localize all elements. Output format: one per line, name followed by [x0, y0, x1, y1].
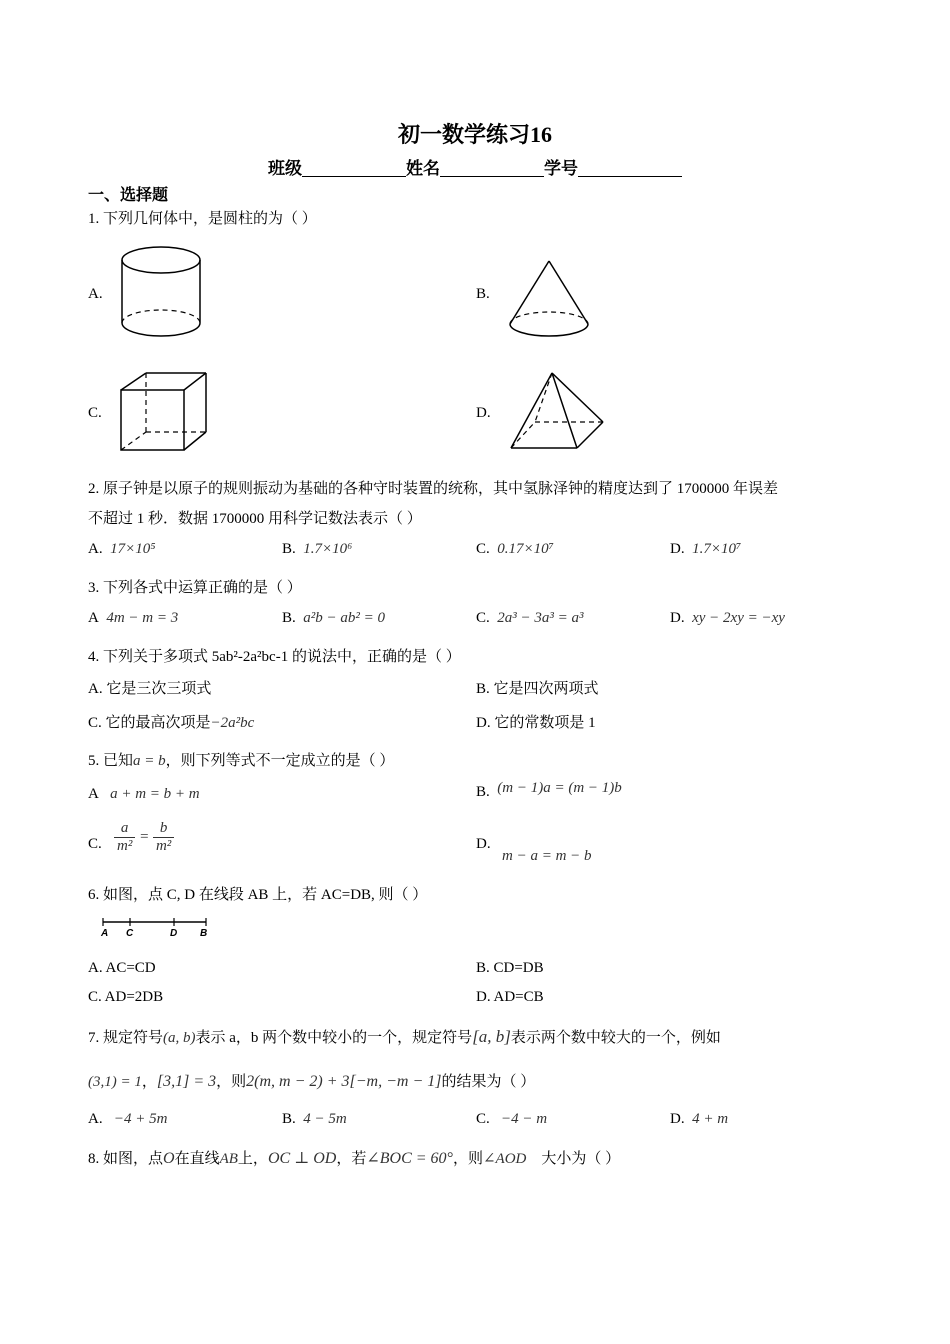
q8-perpendicular: OC ⊥ OD [267, 1150, 337, 1167]
q5-option-d-label[interactable]: D. [476, 836, 491, 852]
q3-a-expr: 4m − m = 3 [106, 610, 179, 626]
q5-option-b[interactable] [476, 780, 622, 801]
point-d-label: D [170, 928, 178, 938]
q5-c-num1: a [114, 820, 135, 838]
q2-d-label: D. [670, 541, 685, 557]
q7-b-expr: 4 − 5m [303, 1111, 347, 1127]
q4-option-d[interactable]: D. 它的常数项是 1 [476, 715, 596, 731]
q4-stem: 4. 下列关于多项式 5ab²-2a²bc-1 的说法中，正确的是（ ） [88, 649, 461, 665]
q8-line-ab: AB [219, 1151, 238, 1167]
q3-b-expr: a²b − ab² = 0 [303, 610, 386, 626]
q8-angle-boc: ∠BOC = 60° [366, 1150, 453, 1167]
q2-line1: 2. 原子钟是以原子的规则振动为基础的各种守时装置的统称，其中氢脉泽钟的精度达到了 1700000 年误差 [88, 481, 779, 497]
q5-c-den2: m² [155, 838, 172, 854]
q8-stem [88, 1147, 620, 1168]
class-blank[interactable] [302, 160, 406, 177]
cube-figure [118, 370, 210, 454]
cylinder-figure [118, 244, 208, 342]
q6-option-b[interactable]: B. CD=DB [476, 960, 544, 976]
q6-option-c[interactable]: C. AD=2DB [88, 989, 164, 1005]
id-label: 学号 [544, 159, 578, 178]
q3-d-expr: xy − 2xy = −xy [692, 610, 785, 626]
q8-pre: 8. 如图，点 [88, 1151, 164, 1167]
q7-line1 [88, 1026, 721, 1047]
q5-option-d-expr: m − a = m − b [502, 848, 592, 864]
name-blank[interactable] [440, 160, 544, 177]
q4-option-b[interactable]: B. 它是四次两项式 [476, 681, 599, 697]
section-title: 一、选择题 [88, 187, 169, 204]
name-label: 姓名 [406, 159, 440, 178]
q5-stem [88, 749, 394, 770]
q5-stem-pre: 5. 已知 [88, 753, 134, 769]
q5-option-c-fraction [114, 820, 174, 855]
q5-stem-post: ，则下列等式不一定成立的是（ ） [165, 753, 395, 769]
q7-expression: 2(m, m − 2) + 3[−m, −m − 1] [246, 1073, 442, 1090]
q2-option-d[interactable] [670, 541, 741, 558]
q2-b-expr: 1.7×10⁶ [303, 541, 353, 557]
q2-b-label: B. [282, 541, 296, 557]
page-title: 初一数学练习16 [397, 122, 552, 147]
q7-option-a[interactable] [88, 1111, 167, 1128]
q7-c-label: C. [476, 1111, 490, 1127]
q7-option-c[interactable] [476, 1111, 547, 1128]
q7-a-label: A. [88, 1111, 103, 1127]
q2-option-a[interactable] [88, 541, 155, 558]
q8-t1: 在直线 [174, 1151, 220, 1167]
q2-c-expr: 0.17×10⁷ [497, 541, 554, 557]
q1-stem: 1. 下列几何体中，是圆柱的为（ ） [88, 211, 317, 227]
id-blank[interactable] [578, 160, 682, 177]
q3-b-label: B. [282, 610, 296, 626]
q7-c-expr: −4 − m [501, 1111, 548, 1127]
q4-option-c[interactable] [88, 711, 254, 732]
q8-point-o: O [163, 1150, 175, 1167]
q3-c-expr: 2a³ − 3a³ = a³ [497, 610, 584, 626]
cone-figure [505, 258, 593, 342]
q3-stem: 3. 下列各式中运算正确的是（ ） [88, 580, 302, 596]
q8-t5: 大小为（ ） [541, 1151, 621, 1167]
q3-option-a[interactable] [88, 610, 178, 627]
q4-option-a[interactable]: A. 它是三次三项式 [88, 681, 212, 697]
q5-c-frac-left [114, 820, 135, 855]
q7-example1: (3,1) = 1 [88, 1074, 142, 1090]
q3-d-label: D. [670, 610, 685, 626]
segment-ab-figure [100, 914, 212, 938]
q7-line2: (3,1) = 1，[3,1] = 3，则2(m, m − 2) + 3[−m, −m − 1]的结果为（ ） [88, 1073, 536, 1090]
q7-option-d[interactable] [670, 1111, 728, 1128]
q8-t3: ，若 [336, 1151, 367, 1167]
q8-angle-aod: ∠AOD [482, 1151, 527, 1167]
q5-c-eq: = [139, 829, 150, 845]
pyramid-figure [507, 370, 607, 452]
q8-t4: ，则 [452, 1151, 483, 1167]
q2-option-c[interactable] [476, 541, 554, 558]
q3-option-d[interactable] [670, 610, 785, 627]
q3-a-label: A [88, 610, 99, 626]
q6-option-d[interactable]: D. AD=CB [476, 989, 544, 1005]
q1-option-c-label[interactable]: C. [88, 405, 102, 421]
q2-line2: 不超过 1 秒．数据 1700000 用科学记数法表示（ ） [88, 511, 422, 527]
q7-a-expr: −4 + 5m [113, 1111, 168, 1127]
q7-max-symbol: [a, b] [472, 1027, 511, 1046]
q1-option-b-label[interactable]: B. [476, 286, 490, 302]
q7-line2-mid: ，则 [216, 1074, 247, 1090]
q6-stem: 6. 如图，点 C, D 在线段 AB 上，若 AC=DB, 则（ ） [88, 887, 428, 903]
class-label: 班级 [268, 159, 302, 178]
q7-line1-mid: 表示 a，b 两个数中较小的一个，规定符号 [195, 1030, 473, 1046]
q2-a-label: A. [88, 541, 103, 557]
q8-t2: 上， [237, 1151, 268, 1167]
q3-c-label: C. [476, 610, 490, 626]
q5-a-label: A [88, 786, 99, 802]
q7-d-label: D. [670, 1111, 685, 1127]
q3-option-b[interactable] [282, 610, 385, 627]
q5-option-a[interactable] [88, 786, 200, 803]
point-b-label: B [200, 928, 208, 938]
q5-b-expr: (m − 1)a = (m − 1)b [497, 780, 622, 796]
q2-a-expr: 17×10⁵ [110, 541, 156, 557]
q5-stem-expr: a = b [133, 753, 166, 769]
q7-min-symbol: (a, b) [163, 1030, 196, 1046]
q2-c-label: C. [476, 541, 490, 557]
q5-c-num2: b [153, 820, 174, 838]
q5-option-c-label[interactable]: C. [88, 836, 102, 852]
q2-option-b[interactable] [282, 541, 352, 558]
q5-c-den1: m² [117, 838, 133, 854]
q7-d-expr: 4 + m [692, 1111, 729, 1127]
q5-a-expr: a + m = b + m [110, 786, 200, 802]
point-c-label: C [126, 928, 134, 938]
q3-option-c[interactable] [476, 610, 584, 627]
q7-b-label: B. [282, 1111, 296, 1127]
q7-line2-post: 的结果为（ ） [441, 1074, 536, 1090]
q4-c-expr: −2a²bc [210, 715, 255, 731]
q7-example2: [3,1] = 3 [156, 1073, 217, 1090]
q5-b-label: B. [476, 784, 490, 800]
student-info-line [0, 154, 950, 179]
q7-line1-pre: 7. 规定符号 [88, 1030, 164, 1046]
q6-option-a[interactable]: A. AC=CD [88, 960, 156, 976]
q1-option-a-label[interactable]: A. [88, 286, 103, 302]
q7-option-b[interactable] [282, 1111, 347, 1128]
point-a-label: A [101, 928, 109, 938]
q1-option-d-label[interactable]: D. [476, 405, 491, 421]
q4-c-text: C. 它的最高次项是 [88, 715, 211, 731]
q7-line1-post: 表示两个数中较大的一个，例如 [510, 1030, 721, 1046]
q2-d-expr: 1.7×10⁷ [692, 541, 742, 557]
q5-c-frac-right [153, 820, 174, 855]
